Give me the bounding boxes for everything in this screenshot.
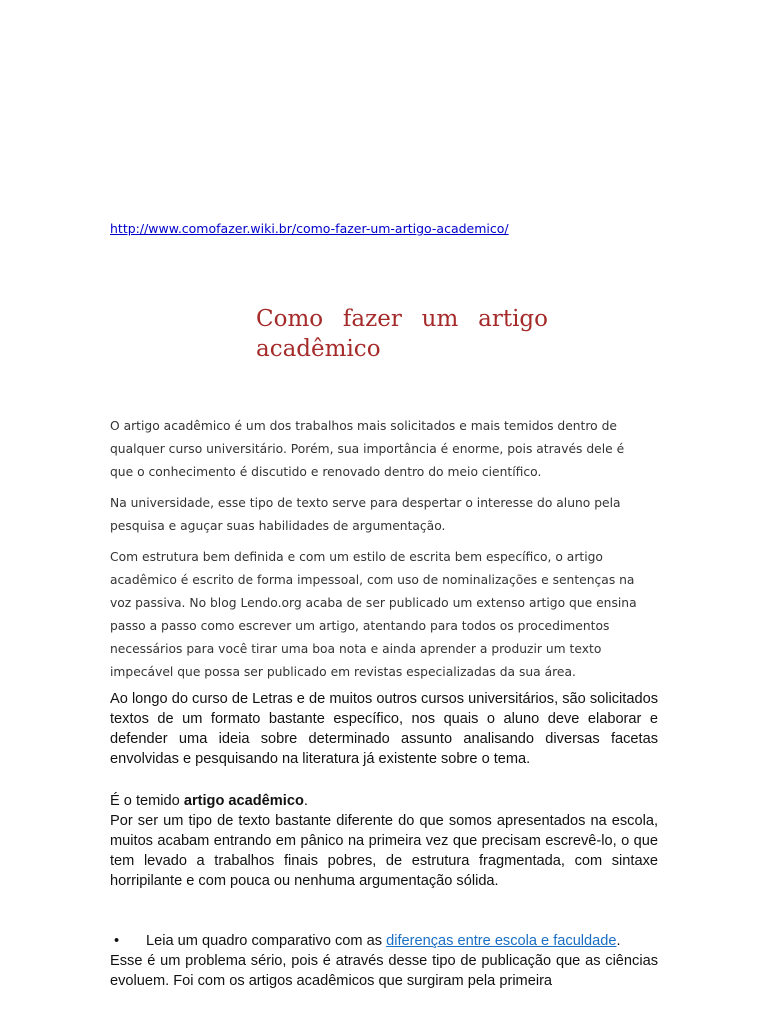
page-title xyxy=(256,304,548,364)
intro-paragraph-3 xyxy=(110,546,650,684)
intro-paragraph-2-text: Na universidade, esse tipo de texto serve para despertar o interesse do aluno pela pesquisa e aguçar suas habilidades de argumentação. xyxy=(110,496,621,533)
temido-prefix: É o temido xyxy=(110,793,184,809)
body-paragraph-4 xyxy=(110,951,658,991)
body-paragraph-3-text: Por ser um tipo de texto bastante diferente do que somos apresentados na escola, muitos acabam entrando em pânico na primeira vez que precisam escrevê-lo, o que tem levado a trabalhos finais pobres, de estrutura fragmentada, com sintaxe horripilante e com pouca ou nenhuma argumentação sólida. xyxy=(110,813,658,889)
temido-line xyxy=(110,791,658,811)
bullet-icon: • xyxy=(114,933,120,949)
temido-suffix: . xyxy=(303,793,308,809)
bullet-end: . xyxy=(616,933,621,949)
intro-paragraph-1-text: O artigo acadêmico é um dos trabalhos mais solicitados e mais temidos dentro de qualquer curso universitário. Porém, sua importância é enorme, pois através dele é que o conhecimento é discutido e renovado dentro do meio científico. xyxy=(110,419,625,479)
intro-paragraph-1 xyxy=(110,415,650,484)
body-paragraph-2 xyxy=(110,791,658,891)
title-line-1: Como fazer um artigo xyxy=(256,306,548,332)
bullet-text: Leia um quadro comparativo com as xyxy=(146,933,387,949)
bullet-item xyxy=(110,931,658,951)
body-paragraph-1-text: Ao longo do curso de Letras e de muitos outros cursos universitários, são solicitados textos de um formato bastante específico, nos quais o aluno deve elaborar e defender uma ideia sobre determinado assunto analisando diversas facetas envolvidas e pesquisando na literatura já existente sobre o tema. xyxy=(110,691,658,767)
title-line-2: acadêmico xyxy=(256,336,381,362)
intro-paragraph-3-text: Com estrutura bem definida e com um estilo de escrita bem específico, o artigo acadêmico é escrito de forma impessoal, com uso de nominalizações e sentenças na voz passiva. No blog Lendo.org acaba de ser publicado um extenso artigo que ensina passo a passo como escrever um artigo, atentando para todos os procedimentos necessários para você tirar uma boa nota e ainda aprender a produzir um texto impecável que possa ser publicado em revistas especializadas da sua área. xyxy=(110,550,637,679)
temido-bold: artigo acadêmico xyxy=(183,793,304,809)
intro-paragraph-2 xyxy=(110,492,650,538)
differences-link[interactable]: diferenças entre escola e faculdade xyxy=(386,933,617,949)
source-url-link[interactable]: http://www.comofazer.wiki.br/como-fazer-um-artigo-academico/ xyxy=(110,221,509,236)
body-paragraph-1 xyxy=(110,689,658,769)
body-paragraph-4-text: Esse é um problema sério, pois é através desse tipo de publicação que as ciências evoluem. Foi com os artigos acadêmicos que surgiram pela primeira xyxy=(110,953,658,989)
